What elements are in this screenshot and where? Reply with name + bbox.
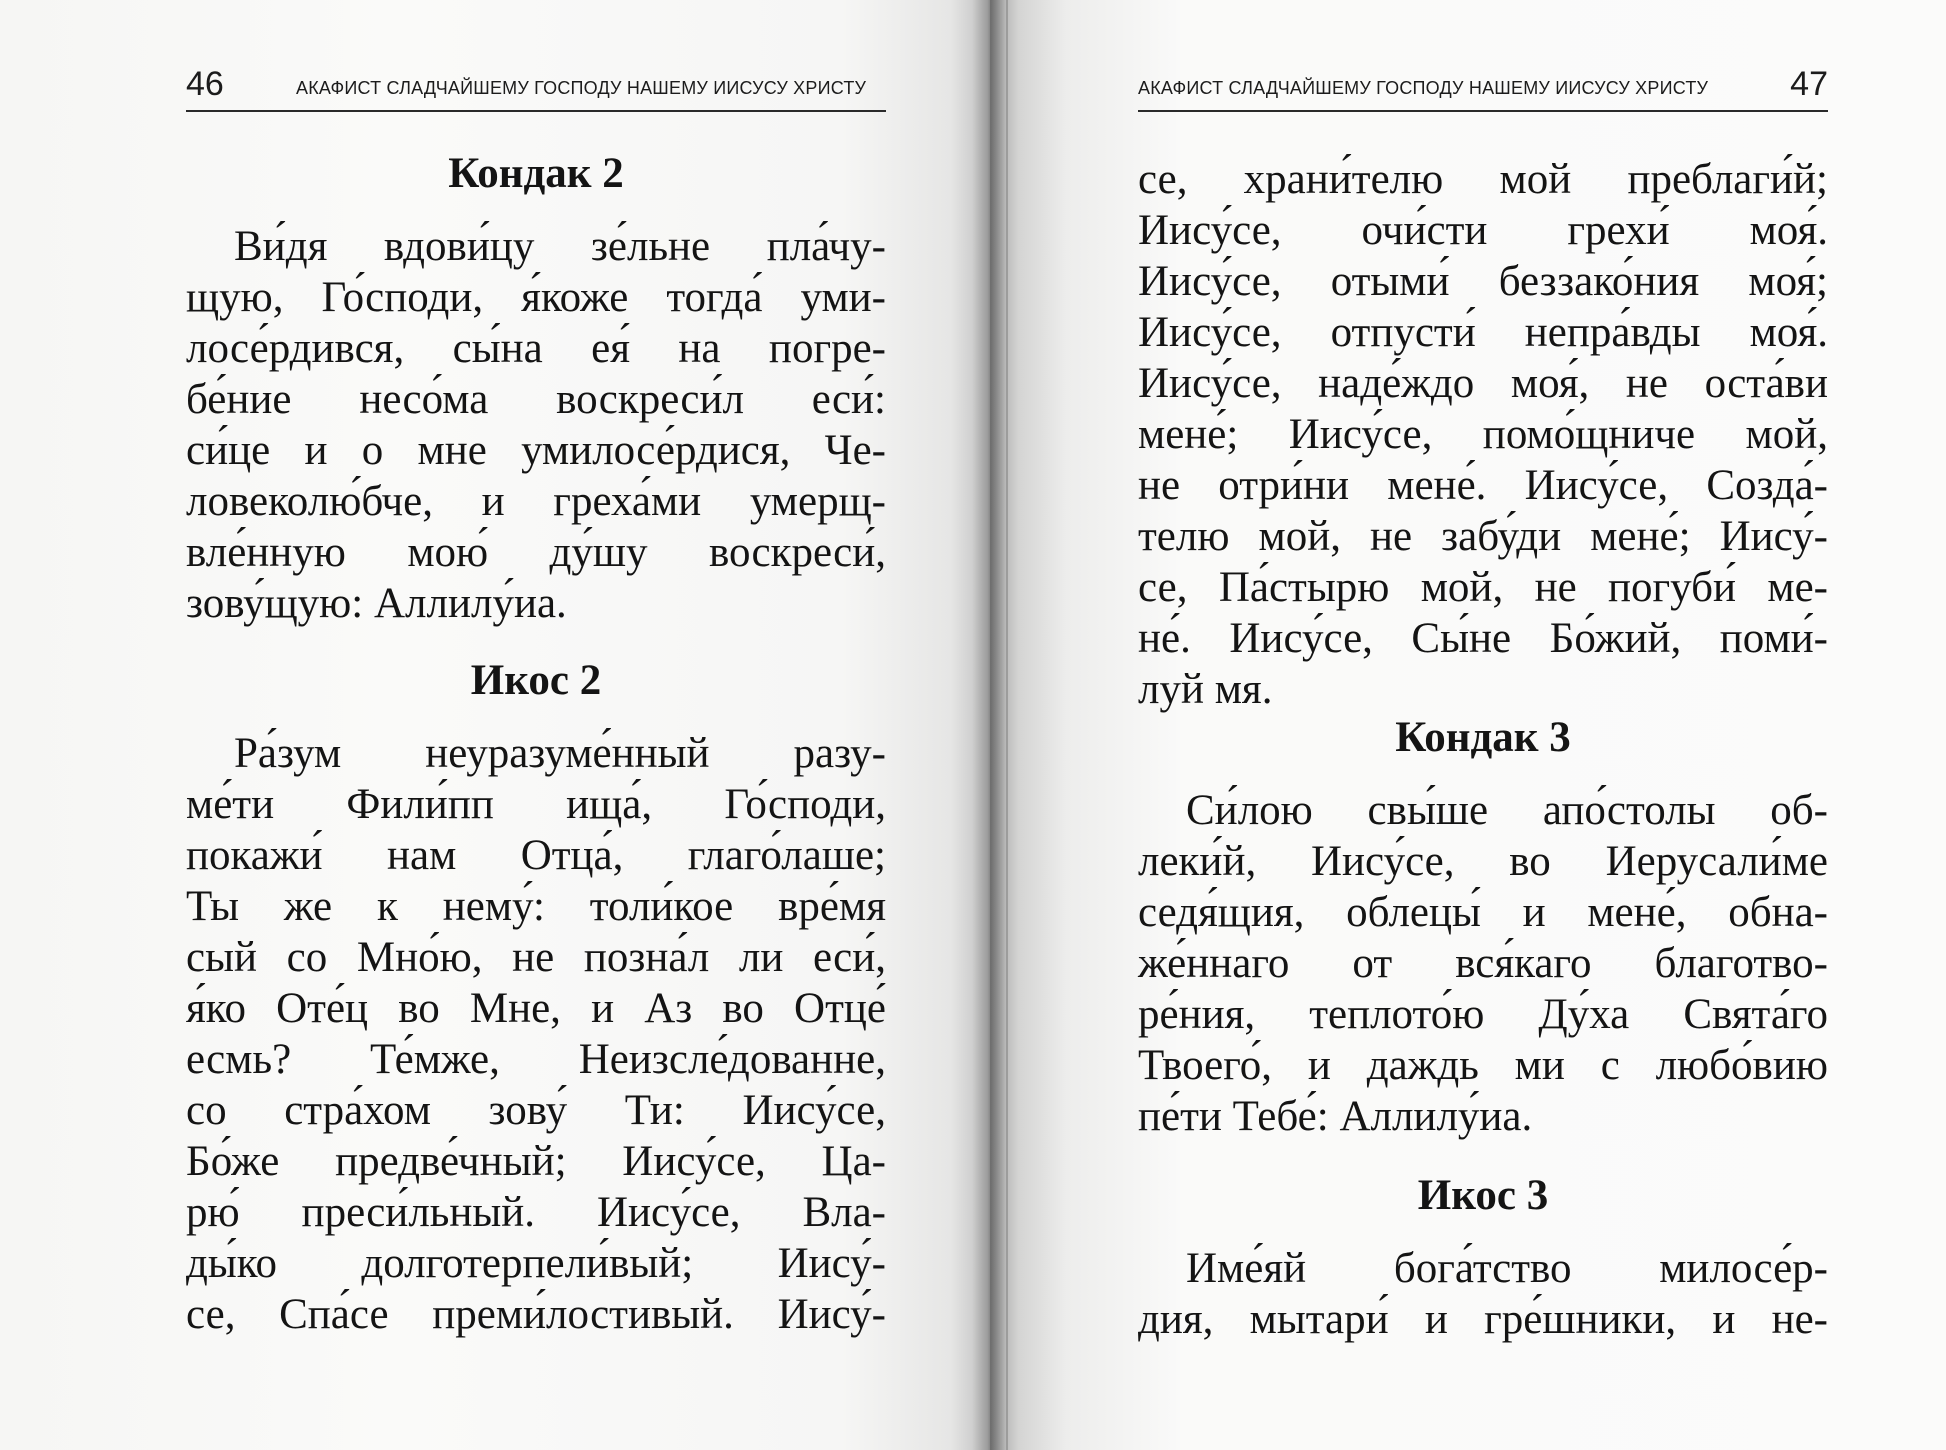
text-line: бе́ние несо́ма воскреси́л еси́: [186,376,886,423]
paragraph [1138,1243,1828,1345]
text-line: дия, мытари́ и гре́шники, и не- [1138,1296,1828,1343]
text-line: Си́лою свы́ше апо́столы об- [1186,787,1828,834]
text-line: се, Спа́се преми́лостивый. Иису́- [186,1291,886,1338]
text-line: щую, Го́споди, я́коже тогда́ уми- [186,274,886,321]
book-gutter-shadow [972,0,1006,1450]
text-line: Бо́же предве́чный; Иису́се, Ца- [186,1138,886,1185]
text-line: се, храни́телю мой преблаги́й; [1138,156,1828,203]
section-heading: Икос 2 [470,657,602,704]
text-line: мене́; Иису́се, помо́щниче мой, [1138,411,1828,458]
paragraph [186,728,886,1340]
text-line: есмь? Те́мже, Неизсле́дованне, [186,1036,886,1083]
text-line: се, Па́стырю мой, не погуби́ ме- [1138,564,1828,611]
left-section-kondak-2 [186,148,886,629]
paragraph [1138,154,1828,715]
right-page [990,0,1946,1450]
right-page-header [1138,62,1828,112]
right-continuation-text [1138,154,1828,715]
text-line: Иису́се, очи́сти грехи́ моя́. [1138,207,1828,254]
text-line: со стра́хом зову́ Ти: Иису́се, [186,1087,886,1134]
page-edge-line [1006,0,1008,1450]
text-line: пе́ти Тебе́: Аллилу́иа. [1138,1093,1533,1140]
section-heading: Кондак 2 [448,150,624,197]
text-line: Ты же к нему́: толи́кое вре́мя [186,883,886,930]
text-line: ды́ко долготерпели́вый; Иису́- [186,1240,886,1287]
text-line: не отри́ни мене́. Иису́се, Созда́- [1138,462,1828,509]
text-line: Ви́дя вдови́цу зе́льне пла́чу- [234,223,886,270]
paragraph [186,221,886,629]
text-line: ме́ти Фили́пп ища́, Го́споди, [186,781,886,828]
text-line: Иису́се, наде́ждо моя́, не оста́ви [1138,360,1828,407]
text-line: зову́щую: Аллилу́иа. [186,580,567,627]
text-line: луй мя. [1138,666,1273,713]
text-line: Име́яй бога́тство милосе́р- [1186,1245,1828,1292]
text-line: рю́ преси́льный. Иису́се, Вла- [186,1189,886,1236]
right-section-ikos-3 [1138,1170,1828,1345]
text-line: седя́щия, облецы́ и мене́, обна- [1138,889,1828,936]
text-line: Твоего́, и даждь ми с любо́вию [1138,1042,1828,1089]
text-line: вле́нную мою́ ду́шу воскреси́, [186,529,886,576]
text-line: телю мой, не забу́ди мене́; Иису́- [1138,513,1828,560]
text-line: я́ко Оте́ц во Мне, и Аз во Отце́ [186,985,886,1032]
text-line: си́це и о мне умилосе́рдися, Че- [186,427,886,474]
text-line: леки́й, Иису́се, во Иерусали́ме [1138,838,1828,885]
text-line: Ра́зум неуразуме́нный разу- [234,730,886,777]
left-section-ikos-2 [186,655,886,1340]
left-page-number: 46 [186,65,224,103]
paragraph [1138,785,1828,1142]
text-line: покажи́ нам Отца́, глаго́лаше; [186,832,886,879]
right-section-kondak-3 [1138,712,1828,1142]
text-line: же́ннаго от вся́каго благотво- [1138,940,1828,987]
text-line: Иису́се, отыми́ беззако́ния моя́; [1138,258,1828,305]
text-line: лосе́рдився, сы́на ея́ на погре- [186,325,886,372]
text-line: не́. Иису́се, Сы́не Бо́жий, поми́- [1138,615,1828,662]
text-line: Иису́се, отпусти́ непра́вды моя́. [1138,309,1828,356]
text-line: ре́ния, теплото́ю Ду́ха Свята́го [1138,991,1828,1038]
left-page-header [186,62,886,112]
section-heading: Кондак 3 [1395,714,1571,761]
left-running-title: АКАФИСТ СЛАДЧАЙШЕМУ ГОСПОДУ НАШЕМУ ИИСУСУ ХРИСТУ [296,78,867,98]
text-line: сый со Мно́ю, не позна́л ли еси́, [186,934,886,981]
section-heading: Икос 3 [1417,1172,1549,1219]
text-line: ловеколю́бче, и греха́ми умерщ- [186,478,886,525]
right-running-title: АКАФИСТ СЛАДЧАЙШЕМУ ГОСПОДУ НАШЕМУ ИИСУСУ ХРИСТУ [1138,78,1709,98]
right-page-number: 47 [1790,65,1828,103]
